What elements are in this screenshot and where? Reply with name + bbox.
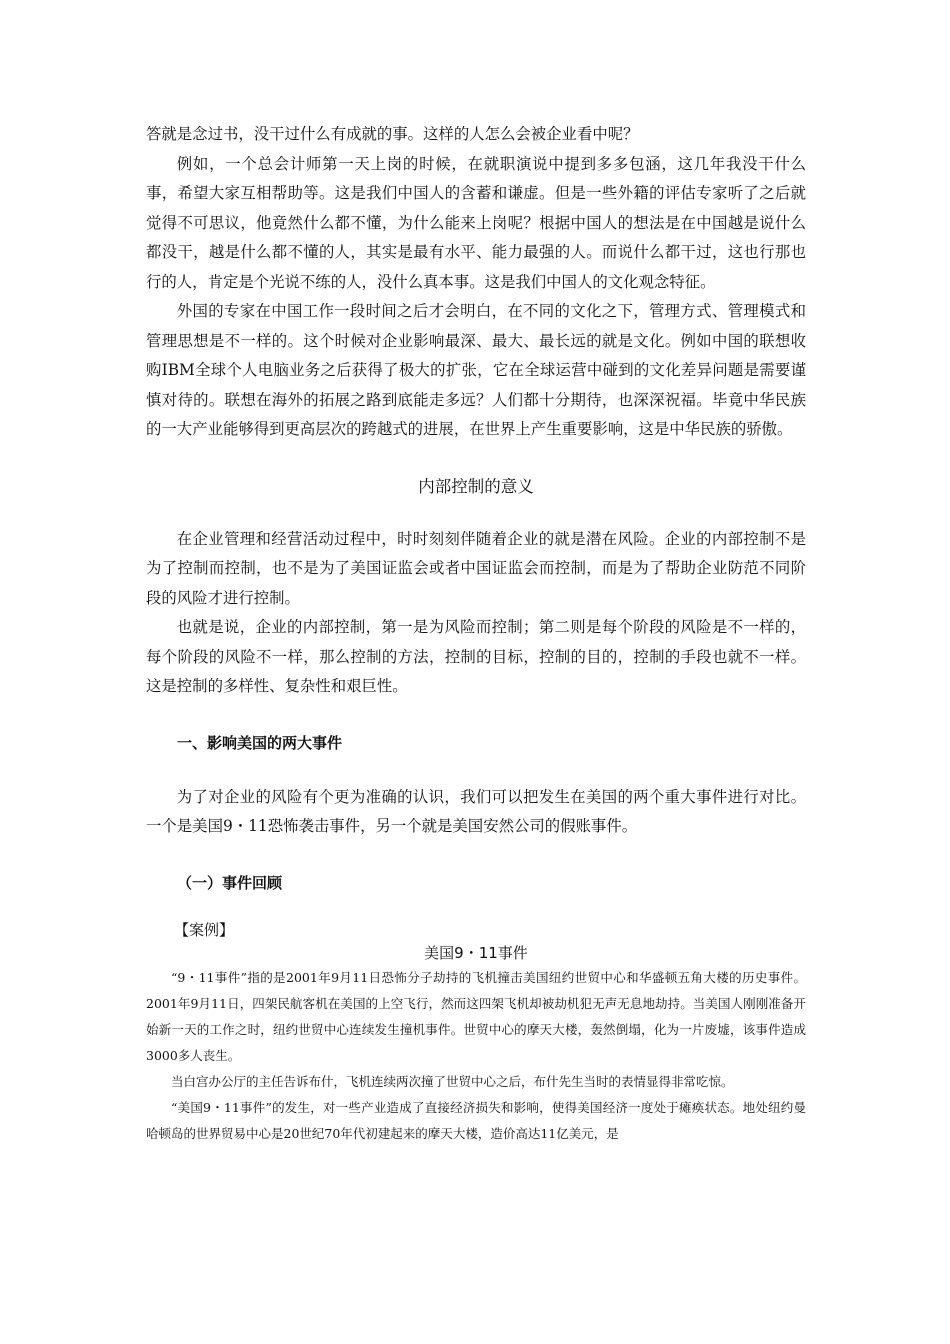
section-paragraph-1: 在企业管理和经营活动过程中，时时刻刻伴随着企业的就是潜在风险。企业的内部控制不是为了控制而控制，也不是为了美国证监会或者中国证监会而控制，而是为了帮助企业防范不同阶段的风险才进行控制。 xyxy=(146,529,806,607)
case-title: 美国9・11事件 xyxy=(424,943,528,962)
case-paragraph-1: “9・11事件”指的是2001年9月11日恐怖分子劫持的飞机撞击美国纽约世贸中心和华盛顿五角大楼的历史事件。2001年9月11日，四架民航客机在美国的上空飞行，然而这四架飞机却被劫机犯无声无息地劫持。当美国人刚刚准备开始新一天的工作之时，纽约世贸中心连续发生撞机事件。世贸中心的摩天大楼，轰然倒塌，化为一片废墟，该事件造成3000多人丧生。 xyxy=(146,969,806,1063)
heading-event-review: （一）事件回顾 xyxy=(177,873,283,892)
intro-paragraph-2: 例如，一个总会计师第一天上岗的时候，在就职演说中提到多多包涵，这几年我没干什么事，希望大家互相帮助等。这是我们中国人的含蓄和谦虚。但是一些外籍的评估专家听了之后就觉得不可思议，他竟然什么都不懂，为什么能来上岗呢？根据中国人的想法是在中国越是说什么都没干，越是什么都不懂的人，其实是最有水平、能力最强的人。而说什么都干过，这也行那也行的人，肯定是个光说不练的人，没什么真本事。这是我们中国人的文化观念特征。 xyxy=(146,154,806,291)
intro-paragraph-3: 外国的专家在中国工作一段时间之后才会明白，在不同的文化之下，管理方式、管理模式和管理思想是不一样的。这个时候对企业影响最深、最大、最长远的就是文化。例如中国的联想收购IBM全球个人电脑业务之后获得了极大的扩张，它在全球运营中碰到的文化差异问题是需要谨慎对待的。联想在海外的拓展之路到底能走多远？人们都十分期待，也深深祝福。毕竟中华民族的一大产业能够得到更高层次的跨越式的进展，在世界上产生重要影响，这是中华民族的骄傲。 xyxy=(146,302,806,438)
section-paragraph-2: 也就是说，企业的内部控制，第一是为风险而控制；第二则是每个阶段的风险是不一样的，每个阶段的风险不一样，那么控制的方法，控制的目标，控制的目的，控制的手段也就不一样。这是控制的多样性、复杂性和艰巨性。 xyxy=(146,618,806,695)
heading1-paragraph: 为了对企业的风险有个更为准确的认识，我们可以把发生在美国的两个重大事件进行对比。一个是美国9・11恐怖袭击事件，另一个就是美国安然公司的假账事件。 xyxy=(146,787,806,835)
case-paragraph-2: 当白宫办公厅的主任告诉布什，飞机连续两次撞了世贸中心之后，布什先生当时的表情显得非常吃惊。 xyxy=(171,1073,734,1089)
case-paragraph-3: “美国9・11事件”的发生，对一些产业造成了直接经济损失和影响，使得美国经济一度处于瘫痪状态。地处纽约曼哈顿岛的世界贸易中心是20世纪70年代初建起来的摩天大楼，造价高达11亿美元，是 xyxy=(146,1099,806,1141)
intro-paragraph-1: 答就是念过书，没干过什么有成就的事。这样的人怎么会被企业看中呢？ xyxy=(146,125,639,143)
section-title: 内部控制的意义 xyxy=(418,476,534,496)
page-content xyxy=(146,120,806,1147)
case-label: 【案例】 xyxy=(174,920,235,939)
heading-two-major-events: 一、影响美国的两大事件 xyxy=(177,733,343,752)
